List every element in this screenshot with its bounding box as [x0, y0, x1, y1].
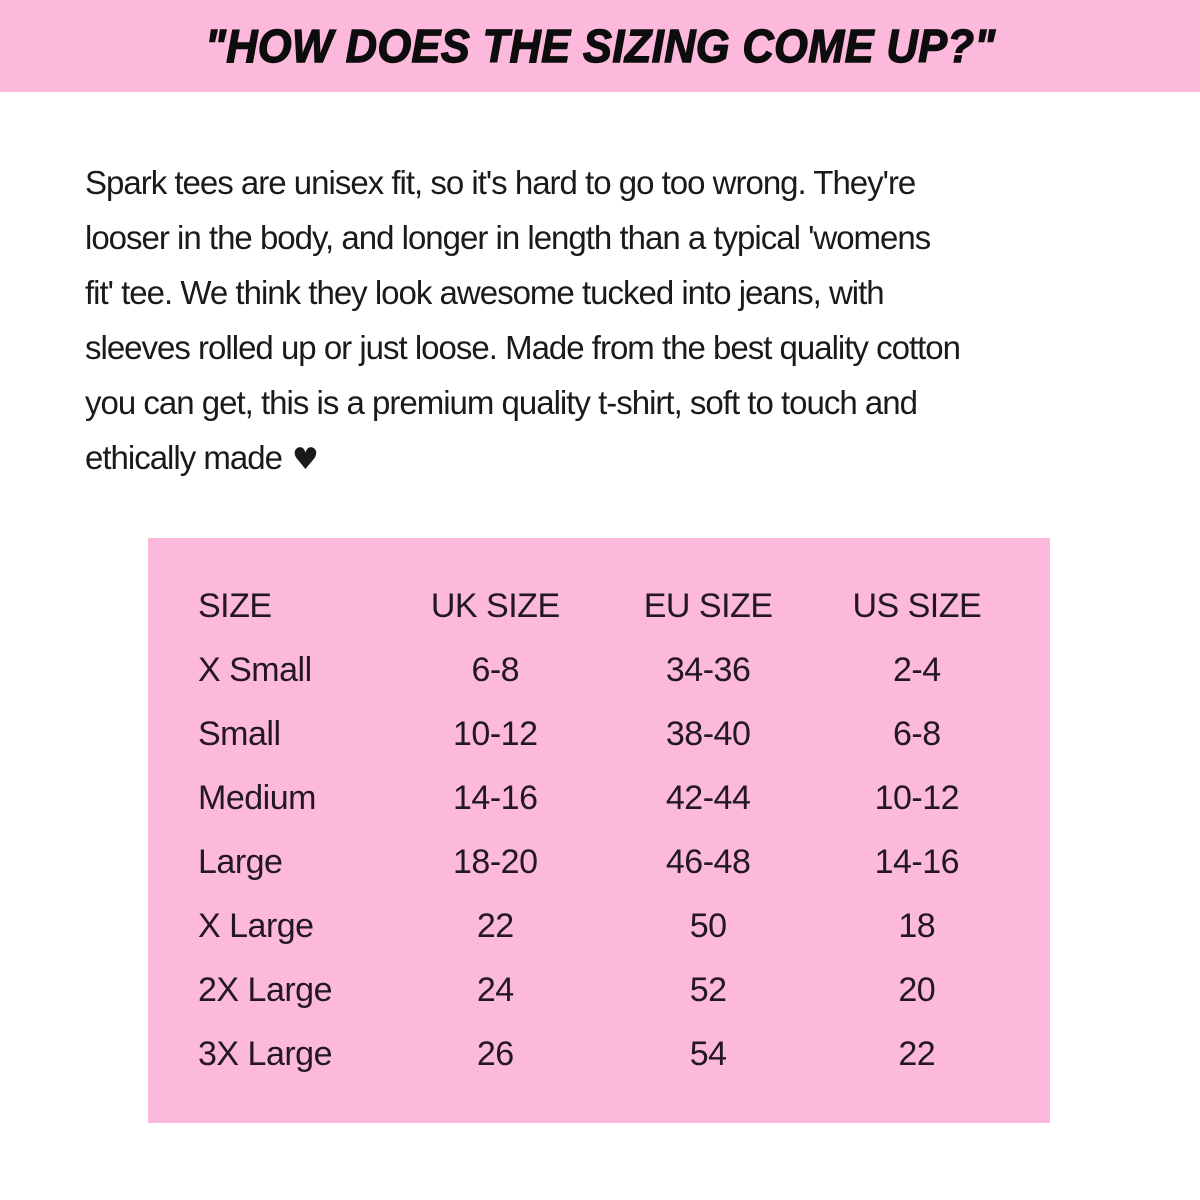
uk-size-cell: 24: [476, 970, 514, 1009]
uk-size-cell: 10-12: [453, 714, 538, 753]
eu-size-cell: 42-44: [665, 778, 751, 817]
table-row: [148, 958, 1050, 1022]
eu-size-cell: 38-40: [665, 714, 751, 753]
eu-size-cell: 50: [689, 906, 727, 945]
heart-icon: ♥: [291, 442, 319, 477]
uk-size-cell: 22: [476, 906, 514, 945]
table-row: [148, 894, 1050, 958]
intro-line-text: ethically made: [85, 439, 282, 476]
eu-size-cell: 34-36: [665, 650, 751, 689]
size-cell: X Small: [198, 650, 312, 689]
uk-size-cell: 14-16: [453, 778, 538, 817]
us-size-cell: 10-12: [874, 778, 960, 817]
column-header-uk-size: UK SIZE: [430, 586, 560, 625]
intro-line: you can get, this is a premium quality t-shirt, soft to touch and: [85, 384, 917, 421]
eu-size-cell: 52: [689, 970, 727, 1009]
uk-size-cell: 18-20: [453, 842, 538, 881]
eu-size-cell: 54: [689, 1034, 727, 1073]
table-row: [148, 830, 1050, 894]
intro-line: sleeves rolled up or just loose. Made from the best quality cotton: [85, 329, 960, 366]
table-row: [148, 1022, 1050, 1086]
intro-paragraph: [85, 155, 1145, 487]
intro-line: [85, 430, 1145, 487]
size-conversion-table: [148, 538, 1050, 1123]
column-header-size: SIZE: [198, 586, 272, 625]
size-cell: 2X Large: [198, 970, 332, 1009]
size-cell: 3X Large: [198, 1034, 332, 1073]
table-header-row: [148, 574, 1050, 638]
table-row: [148, 638, 1050, 702]
uk-size-cell: 26: [476, 1034, 514, 1073]
us-size-cell: 14-16: [874, 842, 960, 881]
header-band: [0, 0, 1200, 92]
us-size-cell: 22: [898, 1034, 936, 1073]
size-cell: Large: [198, 842, 283, 881]
column-header-eu-size: EU SIZE: [643, 586, 773, 625]
eu-size-cell: 46-48: [665, 842, 751, 881]
us-size-cell: 20: [898, 970, 936, 1009]
size-cell: X Large: [198, 906, 314, 945]
size-cell: Medium: [198, 778, 316, 817]
column-header-us-size: US SIZE: [852, 586, 982, 625]
table-row: [148, 702, 1050, 766]
intro-line: fit' tee. We think they look awesome tucked into jeans, with: [85, 274, 884, 311]
table-row: [148, 766, 1050, 830]
us-size-cell: 6-8: [892, 714, 941, 753]
us-size-cell: 2-4: [892, 650, 941, 689]
uk-size-cell: 6-8: [471, 650, 520, 689]
intro-line: Spark tees are unisex fit, so it's hard to go too wrong. They're: [85, 164, 916, 201]
size-cell: Small: [198, 714, 281, 753]
page-title: "HOW DOES THE SIZING COME UP?": [204, 20, 996, 72]
intro-line: looser in the body, and longer in length than a typical 'womens: [85, 219, 931, 256]
us-size-cell: 18: [898, 906, 936, 945]
